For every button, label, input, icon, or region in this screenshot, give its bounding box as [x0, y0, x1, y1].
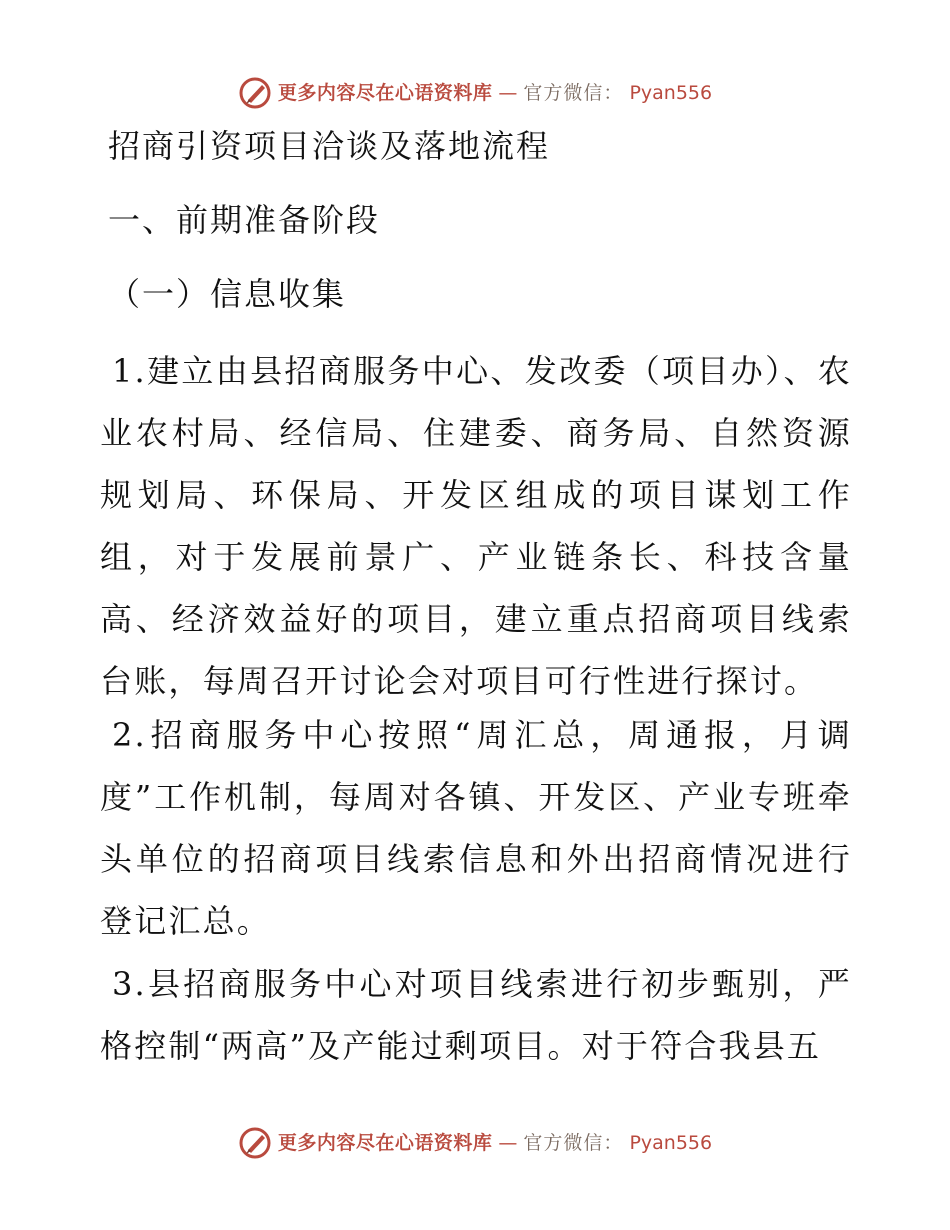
quill-logo-icon	[238, 1126, 272, 1160]
watermark-dash: —	[498, 82, 518, 104]
watermark-wechat-id: Pyan556	[629, 1132, 713, 1154]
watermark-header	[0, 76, 950, 110]
sub-heading: （一）信息收集	[108, 275, 347, 313]
watermark-wechat-id: Pyan556	[629, 82, 713, 104]
paragraph-2: 2.招商服务中心按照“周汇总，周通报，月调度”工作机制，每周对各镇、开发区、产业专班牵头单位的招商项目线索信息和外出招商情况进行登记汇总。	[100, 716, 852, 940]
document-title: 招商引资项目洽谈及落地流程	[108, 127, 551, 165]
watermark-site-text: 更多内容尽在心语资料库	[277, 82, 493, 104]
watermark-site-text: 更多内容尽在心语资料库	[277, 1132, 493, 1154]
section-heading: 一、前期准备阶段	[108, 201, 381, 239]
quill-logo-icon	[238, 76, 272, 110]
watermark-footer	[0, 1126, 950, 1160]
paragraph-1: 1.建立由县招商服务中心、发改委（项目办）、农业农村局、经信局、住建委、商务局、自然资源规划局、环保局、开发区组成的项目谋划工作组，对于发展前景广、产业链条长、科技含量高、经济效益好的项目，建立重点招商项目线索台账，每周召开讨论会对项目可行性进行探讨。	[100, 352, 852, 700]
watermark-official-text: 官方微信：	[523, 1132, 624, 1154]
paragraph-3: 3.县招商服务中心对项目线索进行初步甄别，严格控制“两高”及产能过剩项目。对于符合我县五	[100, 965, 852, 1065]
watermark-official-text: 官方微信：	[523, 82, 624, 104]
watermark-dash: —	[498, 1132, 518, 1154]
